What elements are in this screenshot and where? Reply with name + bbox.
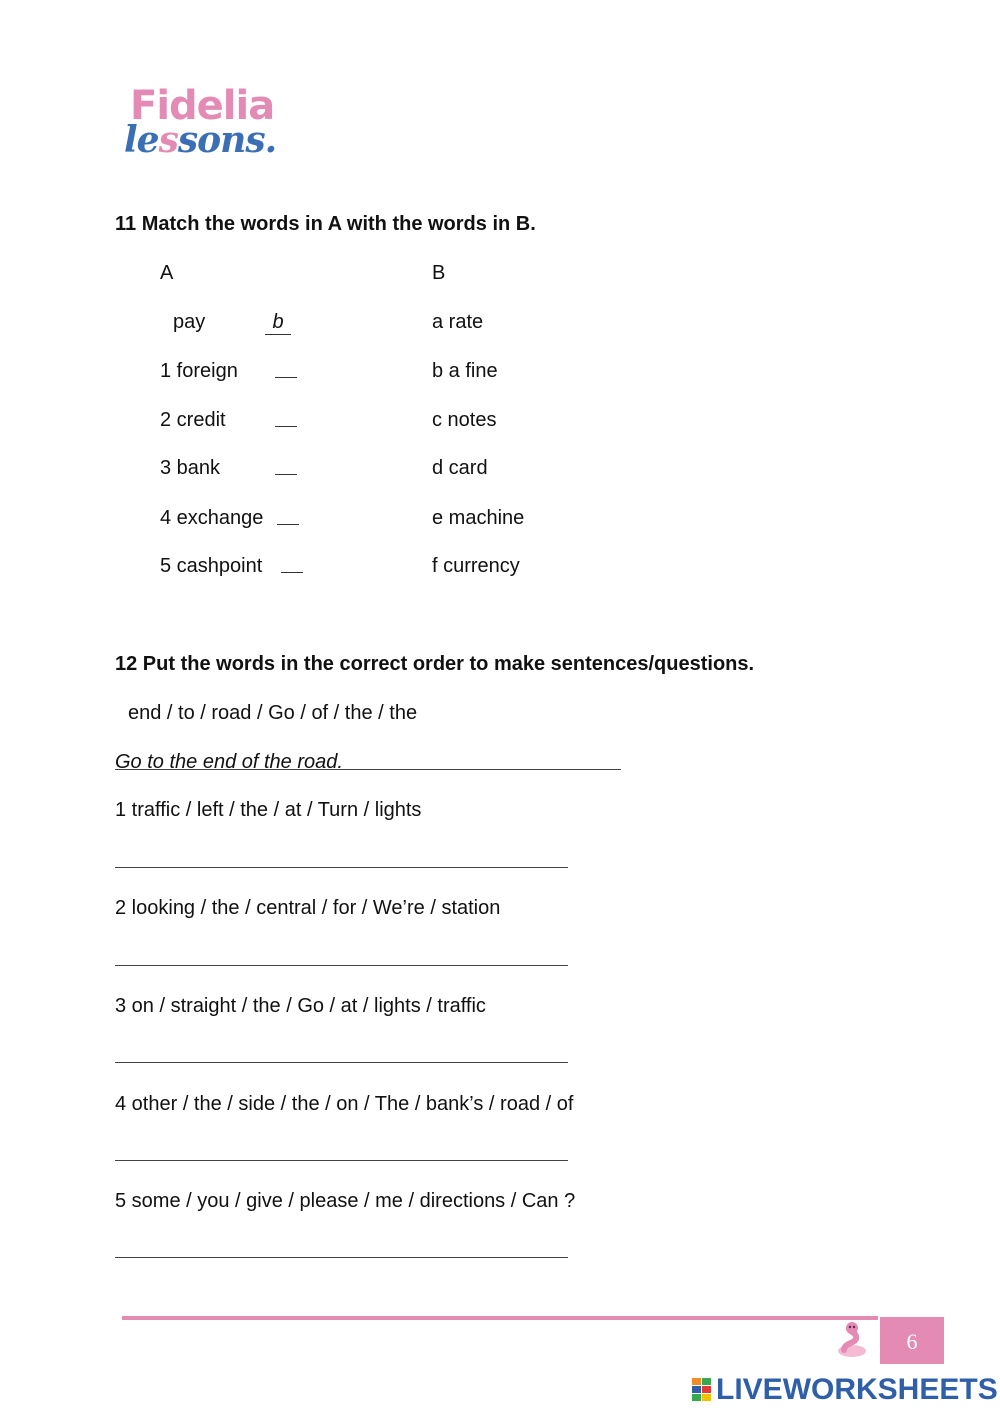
- match-item-b: c notes: [432, 409, 497, 431]
- example-word: pay: [173, 311, 206, 333]
- jumbled-sentence: 4 other / the / side / the / on / The / bank’s / road / of: [115, 1093, 574, 1115]
- match-item-b: f currency: [432, 555, 520, 577]
- snake-icon: [834, 1320, 870, 1360]
- answer-line[interactable]: [115, 965, 568, 966]
- answer-line[interactable]: [115, 1257, 568, 1258]
- match-answer-blank[interactable]: [277, 524, 299, 525]
- example-answer-line: [115, 769, 621, 770]
- example-sentence: Go to the end of the road.: [115, 751, 343, 773]
- jumbled-sentence: 5 some / you / give / please / me / directions / Can ?: [115, 1190, 576, 1212]
- match-item-b: b a fine: [432, 360, 498, 382]
- match-item-a: 4 exchange: [160, 507, 264, 529]
- match-item-b: d card: [432, 457, 488, 479]
- exercise-12-title: 12 Put the words in the correct order to make sentences/questions.: [115, 653, 755, 675]
- logo-lessons-part: s: [158, 119, 178, 161]
- brand-part: WORKSHEETS: [782, 1373, 998, 1406]
- jumbled-sentence: 2 looking / the / central / for / We’re / station: [115, 897, 501, 919]
- example-answer: b: [265, 310, 291, 335]
- column-b-header: B: [432, 262, 446, 284]
- logo-lessons-part: sons.: [177, 119, 277, 161]
- example-prompt: end / to / road / Go / of / the / the: [128, 702, 418, 724]
- answer-line[interactable]: [115, 1160, 568, 1161]
- liveworksheets-brand: [716, 1372, 998, 1408]
- answer-line[interactable]: [115, 867, 568, 868]
- answer-line[interactable]: [115, 1062, 568, 1063]
- match-item-a: 5 cashpoint: [160, 555, 263, 577]
- match-answer-blank[interactable]: [281, 572, 303, 573]
- logo-lessons: [124, 120, 276, 160]
- match-item-b: e machine: [432, 507, 525, 529]
- match-item-a: 1 foreign: [160, 360, 238, 382]
- liveworksheets-logo-icon: [692, 1378, 712, 1402]
- jumbled-sentence: 1 traffic / left / the / at / Turn / lights: [115, 799, 422, 821]
- brand-part: LIVE: [716, 1373, 783, 1406]
- logo-fidelia: Fidelia: [130, 83, 275, 129]
- footer-divider: [122, 1316, 878, 1320]
- page-number: 6: [880, 1317, 944, 1364]
- jumbled-sentence: 3 on / straight / the / Go / at / lights / traffic: [115, 995, 486, 1017]
- exercise-11-title: 11 Match the words in A with the words in B.: [115, 213, 536, 235]
- match-item-b: a rate: [432, 311, 484, 333]
- column-a-header: A: [160, 262, 174, 284]
- match-answer-blank[interactable]: [275, 377, 297, 378]
- logo-lessons-part: le: [124, 119, 159, 161]
- match-answer-blank[interactable]: [275, 426, 297, 427]
- match-item-a: 2 credit: [160, 409, 226, 431]
- match-answer-blank[interactable]: [275, 474, 297, 475]
- match-item-a: 3 bank: [160, 457, 221, 479]
